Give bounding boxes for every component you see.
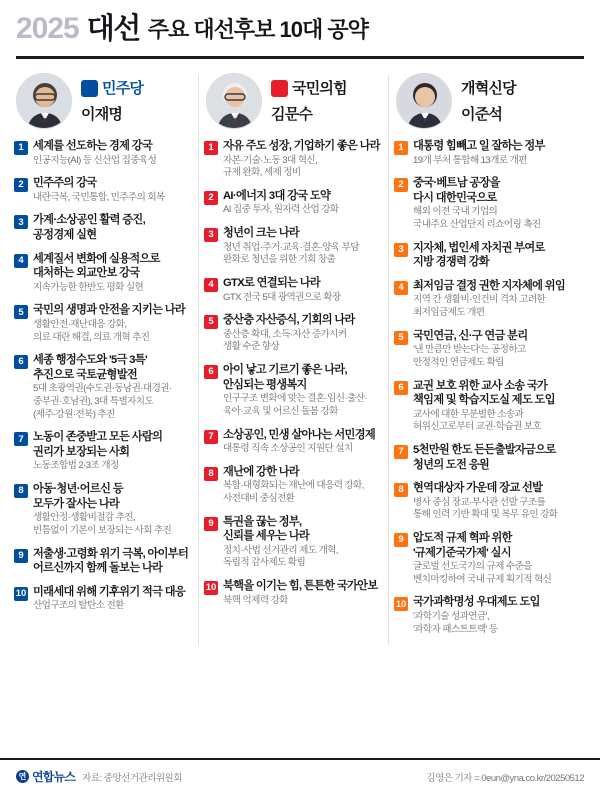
- pledge-desc: 정치·사법 선거관리 제도 개혁, 독립적 감사제도 확립: [223, 544, 338, 569]
- pledge-number: 10: [15, 587, 27, 599]
- candidate-header-3: [394, 69, 576, 139]
- candidate-meta-1: [81, 78, 143, 124]
- pledge-number: 3: [14, 215, 28, 229]
- list-item: [204, 428, 386, 456]
- pledge-list-3: [394, 139, 576, 636]
- pledge-desc: 생활안전·재난대응 강화, 의료 대란 해결, 의료 개혁 추진: [33, 318, 150, 343]
- pledge-desc: 생활안정·생활비절감 추진, 빈틈없이 기본이 보장되는 사회 추진: [33, 512, 172, 536]
- pledge-number: 6: [204, 365, 218, 379]
- pledge-desc: 인공지능(AI) 등 신산업 집중육성: [33, 154, 157, 166]
- page-header: [0, 0, 600, 50]
- pledge-number: 10: [395, 598, 407, 610]
- pledge-title: 가계·소상공인 활력 증진, 공정경제 실현: [33, 214, 146, 241]
- pledge-number: 4: [394, 281, 408, 295]
- candidate-column-3: [390, 69, 580, 645]
- pledge-title: 현역대상자 가운데 장교 선발: [413, 482, 543, 495]
- party-row-3: [461, 78, 516, 98]
- pledge-desc: GTX 전국 5대 광역권으로 확장: [223, 291, 341, 303]
- list-item: [204, 313, 386, 354]
- list-item: [394, 531, 576, 586]
- pledge-title: 미래세대 위해 기후위기 적극 대응: [33, 585, 186, 598]
- pledge-desc: 중산층 확대, 소득·자산 증가시켜 생활 수준 향상: [223, 328, 347, 353]
- pledge-desc: 대통령 직속 소상공인 지원단 설치: [223, 443, 353, 455]
- list-item: [204, 579, 386, 607]
- party-name: 민주당: [102, 79, 144, 97]
- pledge-title: 지자체, 법인세 자치권 부여로 지방 경쟁력 강화: [413, 241, 545, 269]
- pledge-desc: '과학기술 성과연금', '과학자 패스트트랙' 등: [413, 610, 498, 635]
- pledge-desc: 산업구조의 탈탄소 전환: [33, 600, 124, 612]
- pledge-title: 압도적 규제 혁파 위한 '규제기준국가제' 실시: [413, 531, 512, 559]
- pledge-title: 최저임금 결정 권한 지자체에 위임: [413, 279, 566, 292]
- pledge-desc: 자본·기술·노동 3대 혁신, 규제 완화, 세제 정비: [223, 154, 318, 179]
- avatar: [16, 73, 72, 129]
- pledge-number: 3: [394, 243, 408, 257]
- pledge-desc: 청년 취업·주거·교육·결혼·양육 부담 완화로 청년을 위한 기회 창출: [223, 241, 359, 266]
- list-item: [14, 303, 196, 344]
- pledge-desc: 지역 간 생활비·인건비 격차 고려한 최저임금제도 개편: [413, 294, 546, 318]
- pledge-desc: 19개 부처 통합해 13개로 개편: [413, 154, 527, 166]
- list-item: [14, 547, 196, 576]
- yonhap-badge-icon: 연: [16, 770, 29, 783]
- pledge-title: 세계질서 변화에 실용적으로 대처하는 외교안보 강국: [33, 252, 160, 280]
- pledge-title: GTX로 연결되는 나라: [223, 276, 321, 289]
- pledge-number: 8: [394, 483, 408, 497]
- pledge-title: 노동이 존중받고 모든 사람의 권리가 보장되는 사회: [33, 431, 163, 458]
- candidate-name: 이준석: [461, 106, 503, 123]
- pledge-desc: 해외 이전 국내 기업의 국내주요 산업단지 리쇼어링 촉진: [413, 206, 541, 230]
- pledge-number: 9: [14, 549, 28, 563]
- pledge-number: 9: [394, 533, 408, 547]
- list-item: [14, 482, 196, 537]
- pledge-title: 아동·청년·어르신 등 모두가 잘사는 나라: [33, 483, 123, 510]
- list-item: [394, 379, 576, 434]
- pledge-title: 청년이 크는 나라: [223, 227, 300, 240]
- list-item: [14, 213, 196, 242]
- pledge-desc: 노동조합법 2·3조 개정: [33, 460, 119, 472]
- pledge-desc: 5대 초광역권(수도권·동남권·대경권· 중부권·호남권), 3대 특별자치도 (제주·강원·전북) 추진: [33, 383, 172, 420]
- pledge-number: 2: [394, 178, 408, 192]
- pledge-title: 세종 행정수도와 '5극 3특' 추진으로 국토균형발전: [33, 354, 147, 381]
- pledge-title: 민주주의 강국: [33, 177, 97, 190]
- avatar: [206, 73, 262, 129]
- list-item: [14, 353, 196, 421]
- party-name: 개혁신당: [461, 79, 516, 97]
- list-item: [204, 363, 386, 418]
- pledge-title: 국가과학명성 우대제도 도입: [413, 596, 540, 609]
- pledge-number: 10: [205, 582, 217, 594]
- pledge-number: 6: [394, 381, 408, 395]
- yonhap-logo: [16, 768, 75, 785]
- list-item: [14, 139, 196, 167]
- party-logo-icon: [81, 80, 98, 97]
- pledge-title: 교권 보호 위한 교사 소송 국가 책임제 및 학습지도실 제도 도입: [413, 379, 555, 407]
- pledge-desc: 북핵 억제력 강화: [223, 594, 288, 606]
- pledge-title: 세계를 선도하는 경제 강국: [33, 140, 153, 152]
- candidate-columns: [0, 59, 600, 645]
- pledge-number: 7: [14, 432, 28, 446]
- pledge-desc: '낸 만큼만 받는다'는 공정하고 안정적인 연금제도 확립: [413, 344, 526, 368]
- pledge-title: 대통령 힘빼고 일 잘하는 정부: [413, 140, 545, 152]
- party-row-1: [81, 78, 143, 98]
- party-name: 국민의힘: [292, 79, 347, 97]
- candidate-column-1: [10, 69, 200, 645]
- pledge-number: 7: [204, 430, 218, 444]
- list-item: [394, 481, 576, 522]
- candidate-name: 이재명: [81, 106, 123, 123]
- pledge-number: 5: [14, 305, 28, 319]
- pledge-number: 1: [14, 141, 28, 155]
- list-item: [14, 252, 196, 295]
- pledge-title: 국민의 생명과 안전을 지키는 나라: [33, 304, 186, 317]
- pledge-number: 8: [204, 467, 218, 481]
- pledge-title: 북핵을 이기는 힘, 튼튼한 국가안보: [223, 580, 378, 593]
- candidate-column-2: [200, 69, 390, 645]
- pledge-number: 2: [14, 178, 28, 192]
- list-item: [204, 276, 386, 304]
- list-item: [204, 189, 386, 217]
- list-item: [14, 430, 196, 473]
- pledge-desc: 병사 중심 장교·부사관 선발 구조를 통해 인력 기반 확대 및 복무 유인 강화: [413, 496, 558, 521]
- pledge-number: 5: [204, 315, 218, 329]
- list-item: [394, 139, 576, 167]
- pledge-number: 5: [394, 331, 408, 345]
- candidate-header-2: [204, 69, 386, 139]
- pledge-title: 중산층 자산증식, 기회의 나라: [223, 314, 355, 327]
- pledge-title: 소상공인, 민생 살아나는 서민경제: [223, 428, 376, 441]
- footer-left: [16, 768, 182, 785]
- list-item: [394, 595, 576, 636]
- pledge-number: 1: [394, 141, 408, 155]
- yonhap-logo-text: 연합뉴스: [32, 770, 76, 784]
- pledge-list-2: [204, 139, 386, 607]
- candidate-name: 김문수: [271, 106, 313, 123]
- pledge-desc: AI 집중 투자, 원자력 산업 강화: [223, 204, 339, 216]
- pledge-title: AI·에너지 3대 강국 도약: [223, 189, 331, 202]
- pledge-desc: 글로벌 선도국가의 규제 수준을 벤치마킹하여 국내 규제 획기적 혁신: [413, 561, 552, 585]
- pledge-title: 중국·베트남 공장을 다시 대한민국으로: [413, 177, 500, 204]
- candidate-meta-2: [271, 78, 347, 124]
- avatar: [396, 73, 452, 129]
- pledge-desc: 교사에 대한 무분별한 소송과 허위신고로부터 교권·학습권 보호: [413, 408, 542, 433]
- pledge-number: 1: [204, 141, 218, 155]
- pledge-desc: 인구구조 변화에 맞는 결혼·임신·출산· 육아·교육 및 어르신 돌봄 강화: [223, 393, 367, 417]
- pledge-desc: 복합·대형화되는 재난에 대응력 강화, 사전대비 중심전환: [223, 480, 364, 504]
- list-item: [394, 329, 576, 370]
- pledge-desc: 지속가능한 한반도 평화 실현: [33, 281, 144, 293]
- pledge-title: 저출생·고령화 위기 극복, 아이부터 어르신까지 함께 돌보는 나라: [33, 547, 189, 575]
- header-year: 2025: [16, 12, 79, 45]
- list-item: [14, 176, 196, 204]
- byline-text: 김영은 기자 = 0eun@yna.co.kr/20250512: [426, 772, 584, 784]
- pledge-title: 5천만원 한도 든든출발자금으로 청년의 도전 응원: [413, 443, 556, 471]
- pledge-number: 7: [394, 445, 408, 459]
- list-item: [204, 465, 386, 506]
- pledge-number: 4: [204, 278, 218, 292]
- pledge-list-1: [14, 139, 196, 613]
- page-footer: [0, 758, 600, 797]
- source-text: 자료: 중앙선거관리위원회: [82, 772, 182, 784]
- party-logo-icon: [271, 80, 288, 97]
- pledge-title: 국민연금, 신·구 연금 분리: [413, 329, 528, 342]
- header-election: 대선: [86, 13, 140, 45]
- pledge-title: 특권을 끊는 정부, 신뢰를 세우는 나라: [223, 515, 310, 543]
- pledge-number: 8: [14, 484, 28, 498]
- pledge-number: 6: [14, 355, 28, 369]
- list-item: [394, 279, 576, 320]
- list-item: [394, 443, 576, 472]
- list-item: [14, 585, 196, 613]
- party-row-2: [271, 78, 347, 98]
- pledge-title: 아이 낳고 기르기 좋은 나라, 안심되는 평생복지: [223, 364, 348, 391]
- list-item: [204, 226, 386, 267]
- pledge-title: 재난에 강한 나라: [223, 465, 300, 478]
- candidate-meta-3: [461, 78, 516, 124]
- list-item: [204, 139, 386, 180]
- page-title: 주요 대선후보 10대 공약: [147, 16, 368, 42]
- candidate-header-1: [14, 69, 196, 139]
- pledge-number: 4: [14, 254, 28, 268]
- list-item: [204, 515, 386, 570]
- pledge-desc: 내란극복, 국민통합, 민주주의 회복: [33, 191, 165, 203]
- pledge-number: 3: [204, 228, 218, 242]
- pledge-number: 2: [204, 191, 218, 205]
- list-item: [394, 241, 576, 270]
- pledge-title: 자유 주도 성장, 기업하기 좋은 나라: [223, 140, 380, 152]
- list-item: [394, 176, 576, 231]
- pledge-number: 9: [204, 517, 218, 531]
